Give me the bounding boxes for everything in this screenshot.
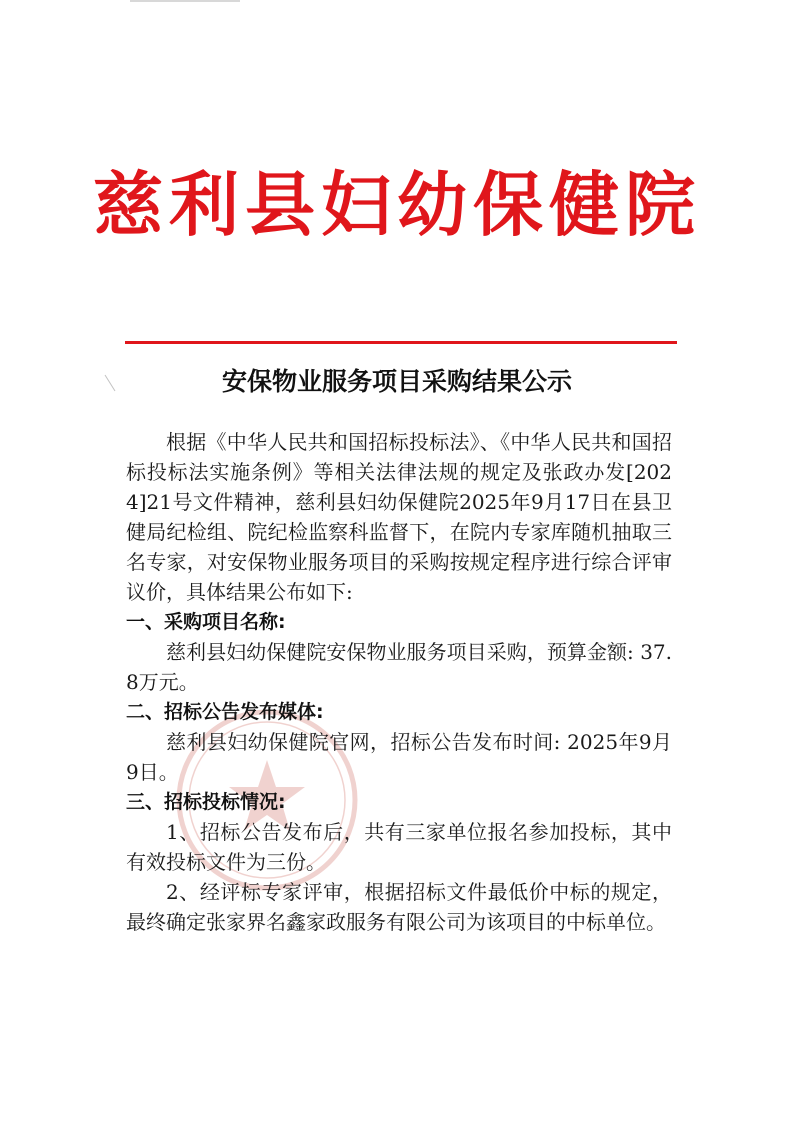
letterhead-divider [125, 341, 677, 344]
letterhead-org-name: 慈利县妇幼保健院 [93, 163, 701, 246]
document-body [126, 427, 672, 937]
section-paragraph: 慈利县妇幼保健院官网，招标公告发布时间: 2025年9月9日。 [126, 730, 672, 784]
section-heading-project-name: 一、采购项目名称: [126, 611, 286, 633]
section-paragraph: 1、招标公告发布后，共有三家单位报名参加投标，其中有效投标文件为三份。 [126, 820, 672, 874]
section-heading-bidding-status: 三、招标投标情况: [126, 791, 286, 813]
section-heading-announcement-media: 二、招标公告发布媒体: [126, 701, 324, 723]
scan-edge-mark [130, 0, 240, 2]
document-title: 安保物业服务项目采购结果公示 [221, 367, 572, 396]
intro-paragraph: 根据《中华人民共和国招标投标法》、《中华人民共和国招标投标法实施条例》等相关法律法规的规定及张政办发[2024]21号文件精神，慈利县妇幼保健院2025年9月17日在县卫健局纪检组、院纪检监察科监督下，在院内专家库随机抽取三名专家，对安保物业服务项目的采购按规定程序进行综合评审议价，具体结果公布如下: [126, 430, 672, 604]
section-paragraph: 慈利县妇幼保健院安保物业服务项目采购，预算金额: 37.8万元。 [126, 640, 672, 694]
section-paragraph: 2、经评标专家评审，根据招标文件最低价中标的规定，最终确定张家界名鑫家政服务有限公司为该项目的中标单位。 [126, 880, 672, 934]
